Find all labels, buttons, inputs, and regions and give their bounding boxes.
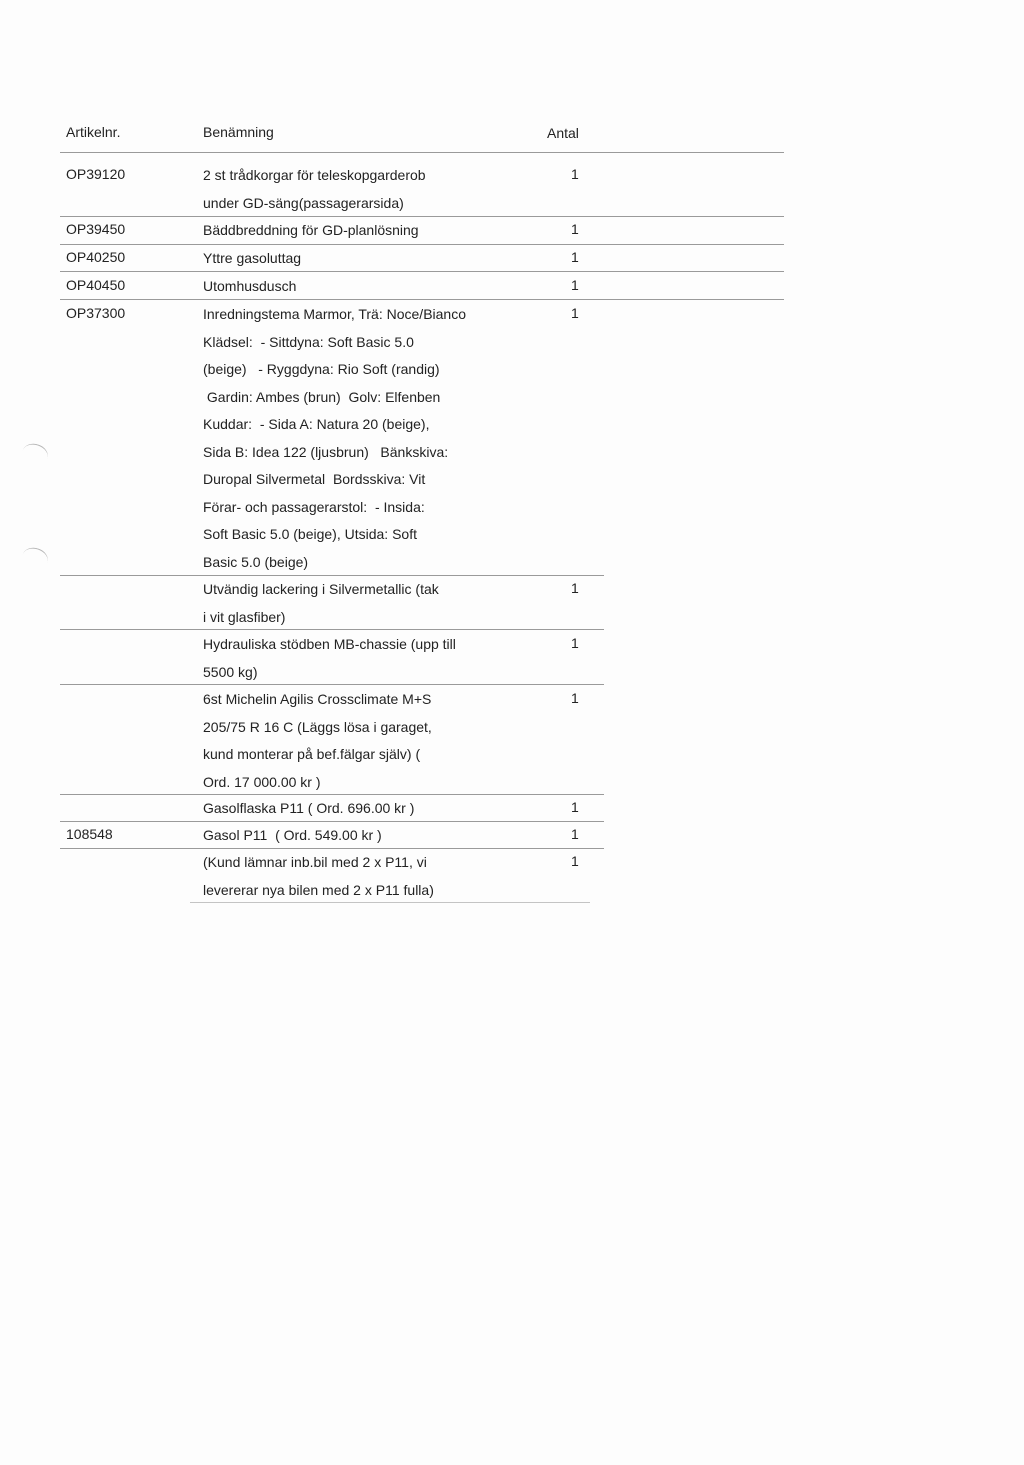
item-description <box>203 826 503 854</box>
description-line: levererar nya bilen med 2 x P11 fulla) <box>203 881 434 898</box>
item-description <box>203 853 503 908</box>
item-description <box>203 305 503 580</box>
description-line: 6st Michelin Agilis Crossclimate M+S <box>203 691 432 707</box>
item-quantity: 1 <box>571 635 579 651</box>
item-quantity: 1 <box>571 305 579 321</box>
row-divider <box>60 216 784 217</box>
description-line: Utomhusdusch <box>203 278 297 294</box>
description-line: under GD-säng(passagerarsida) <box>203 194 404 211</box>
description-line: 2 st trådkorgar för teleskopgarderob <box>203 167 426 183</box>
description-line: Kuddar: - Sida A: Natura 20 (beige), <box>203 416 430 432</box>
description-line: Gasolflaska P11 ( Ord. 696.00 kr ) <box>203 800 415 816</box>
row-divider <box>60 244 784 245</box>
description-line: (beige) - Ryggdyna: Rio Soft (randig) <box>203 361 440 377</box>
row-divider <box>60 848 604 849</box>
item-quantity: 1 <box>571 799 579 815</box>
row-divider <box>60 575 604 576</box>
description-line: Duropal Silvermetal Bordsskiva: Vit <box>203 471 426 487</box>
article-number: OP40250 <box>66 249 126 265</box>
item-quantity: 1 <box>571 826 579 842</box>
article-number: OP40450 <box>66 277 126 293</box>
item-description <box>203 249 503 277</box>
header-description: Benämning <box>203 124 274 140</box>
item-description <box>203 799 503 827</box>
description-line: Gardin: Ambes (brun) Golv: Elfenben <box>203 388 441 405</box>
description-line: Hydrauliska stödben MB-chassie (upp till <box>203 636 456 652</box>
row-divider <box>60 821 604 822</box>
description-line: 205/75 R 16 C (Läggs lösa i garaget, <box>203 718 432 735</box>
item-description <box>203 635 503 690</box>
item-quantity: 1 <box>571 277 579 293</box>
item-quantity: 1 <box>571 221 579 237</box>
article-number: 108548 <box>66 826 113 842</box>
row-divider <box>60 271 784 272</box>
item-quantity: 1 <box>571 580 579 596</box>
row-divider <box>190 902 590 903</box>
item-description <box>203 166 503 221</box>
description-line: Soft Basic 5.0 (beige), Utsida: Soft <box>203 526 417 542</box>
header-article-no: Artikelnr. <box>66 124 121 140</box>
description-line: i vit glasfiber) <box>203 608 286 625</box>
description-line: Utvändig lackering i Silvermetallic (tak <box>203 581 439 597</box>
item-quantity: 1 <box>571 166 579 182</box>
description-line: Gasol P11 ( Ord. 549.00 kr ) <box>203 827 382 843</box>
description-line: Sida B: Idea 122 (ljusbrun) Bänkskiva: <box>203 443 449 460</box>
item-description <box>203 580 503 635</box>
article-number: OP39450 <box>66 221 126 237</box>
item-quantity: 1 <box>571 853 579 869</box>
item-description <box>203 690 503 800</box>
row-divider <box>60 794 604 795</box>
article-number: OP37300 <box>66 305 126 321</box>
item-description <box>203 277 503 305</box>
description-line: Förar- och passagerarstol: - Insida: <box>203 498 425 515</box>
description-line: 5500 kg) <box>203 663 258 680</box>
header-divider <box>60 152 784 153</box>
description-line: (Kund lämnar inb.bil med 2 x P11, vi <box>203 854 427 870</box>
header-quantity: Antal <box>547 125 579 141</box>
description-line: kund monterar på bef.fälgar själv) ( <box>203 746 421 762</box>
punch-hole-mark <box>19 440 50 468</box>
article-number: OP39120 <box>66 166 126 182</box>
description-line: Yttre gasoluttag <box>203 250 302 266</box>
item-quantity: 1 <box>571 249 579 265</box>
row-divider <box>60 684 604 685</box>
row-divider <box>60 629 604 630</box>
description-line: Ord. 17 000.00 kr ) <box>203 773 321 790</box>
description-line: Inredningstema Marmor, Trä: Noce/Bianco <box>203 306 467 322</box>
punch-hole-mark <box>19 544 50 572</box>
description-line: Basic 5.0 (beige) <box>203 553 309 570</box>
description-line: Bäddbreddning för GD-planlösning <box>203 222 419 238</box>
item-quantity: 1 <box>571 690 579 706</box>
description-line: Klädsel: - Sittdyna: Soft Basic 5.0 <box>203 333 414 350</box>
row-divider <box>60 299 784 300</box>
